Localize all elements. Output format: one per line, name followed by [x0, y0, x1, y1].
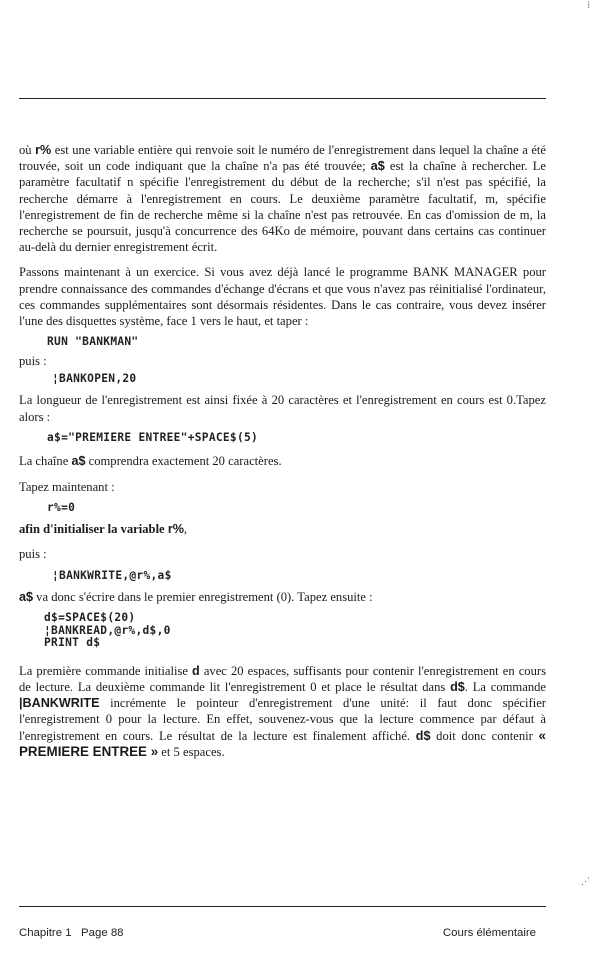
text-puis: puis : [19, 353, 47, 368]
text-puis-2: puis : [19, 547, 47, 562]
code-assign-a: a$="PREMIERE ENTREE"+SPACE$(5) [47, 430, 259, 444]
code-assign-r: r%=0 [47, 500, 76, 514]
corner-mark-top: ⁞ [587, 0, 590, 10]
code-bankread-block: d$=SPACE$(20) ¦BANKREAD,@r%,d$,0 PRINT d$ [44, 611, 171, 650]
paragraph-record-length: La longueur de l'enregistrement est ainsi fixée à 20 caractères et l'enregistrement en cours est 0.Tapez alors : [19, 393, 546, 424]
paragraph-exercise: Passons maintenant à un exercice. Si vous avez déjà lancé le programme BANK MANAGER pour prendre connaissance des commandes d'échange d'écrans et que vous n'avez pas réinitialisé l'ordinateur, ces commandes supplémentaires sont désormais résidentes. Dans le cas contraire, vous devez insérer l'une des disquettes système, face 1 vers le haut, et taper : [19, 265, 546, 329]
paragraph-string-length: La chaîne a$ comprendra exactement 20 caractères. [19, 454, 282, 469]
code-bankopen: ¦BANKOPEN,20 [52, 371, 137, 385]
page-body [19, 142, 546, 760]
paragraph-write-record: a$ va donc s'écrire dans le premier enregistrement (0). Tapez ensuite : [19, 590, 373, 605]
footer-book-title: Cours élémentaire [442, 927, 536, 939]
paragraph-search-description: où r% est une variable entière qui renvoie soit le numéro de l'enregistrement dans lequel la chaîne a été trouvée, soit un code indiquant que la chaîne n'a pas été trouvée; a$ est la chaîne à rechercher. Le paramètre facultatif n spécifie l'enregistrement du début de la recherche; s'il n'est pas spécifié, la recherche démarre à l'enregistrement en cours. Le deuxième paramètre facultatif, m, spécifie l'enregistrement de fin de recherche même si la chaîne n'est pas retrouvée. En cas d'omission de m, la recherche se poursuit, jusqu'à concurrence des 64Ko de mémoire, pouvant dans certains cas continuer au-delà du dernier enregistrement écrit. [19, 143, 546, 255]
code-bankwrite: ¦BANKWRITE,@r%,a$ [52, 568, 172, 582]
footer-chapter-page: Chapitre 1 Page 88 [19, 927, 124, 939]
paragraph-init-r: afin d'initialiser la variable r%, [19, 522, 188, 537]
corner-mark-side: ⋰ [581, 876, 590, 886]
code-run-bankman: RUN "BANKMAN" [47, 335, 139, 349]
paragraph-explanation: La première commande initialise d avec 20 espaces, suffisants pour contenir l'enregistrement en cours de lecture. La deuxième commande lit l'enregistrement 0 et place le résultat dans d$. La commande |BANKWRITE incrémente le pointeur d'enregistrement d'une unité: il faut donc spécifier l'enregistrement 0 pour la lecture. En effet, souvenez-vous que la lecture commence par défaut à l'enregistrement en cours. Le résultat de la lecture est finalement affiché. d$ doit donc contenir « PREMIERE ENTREE » et 5 espaces. [19, 663, 547, 759]
footer-rule [19, 906, 546, 907]
text-tapez-maintenant: Tapez maintenant : [19, 479, 115, 494]
header-rule [19, 98, 546, 99]
